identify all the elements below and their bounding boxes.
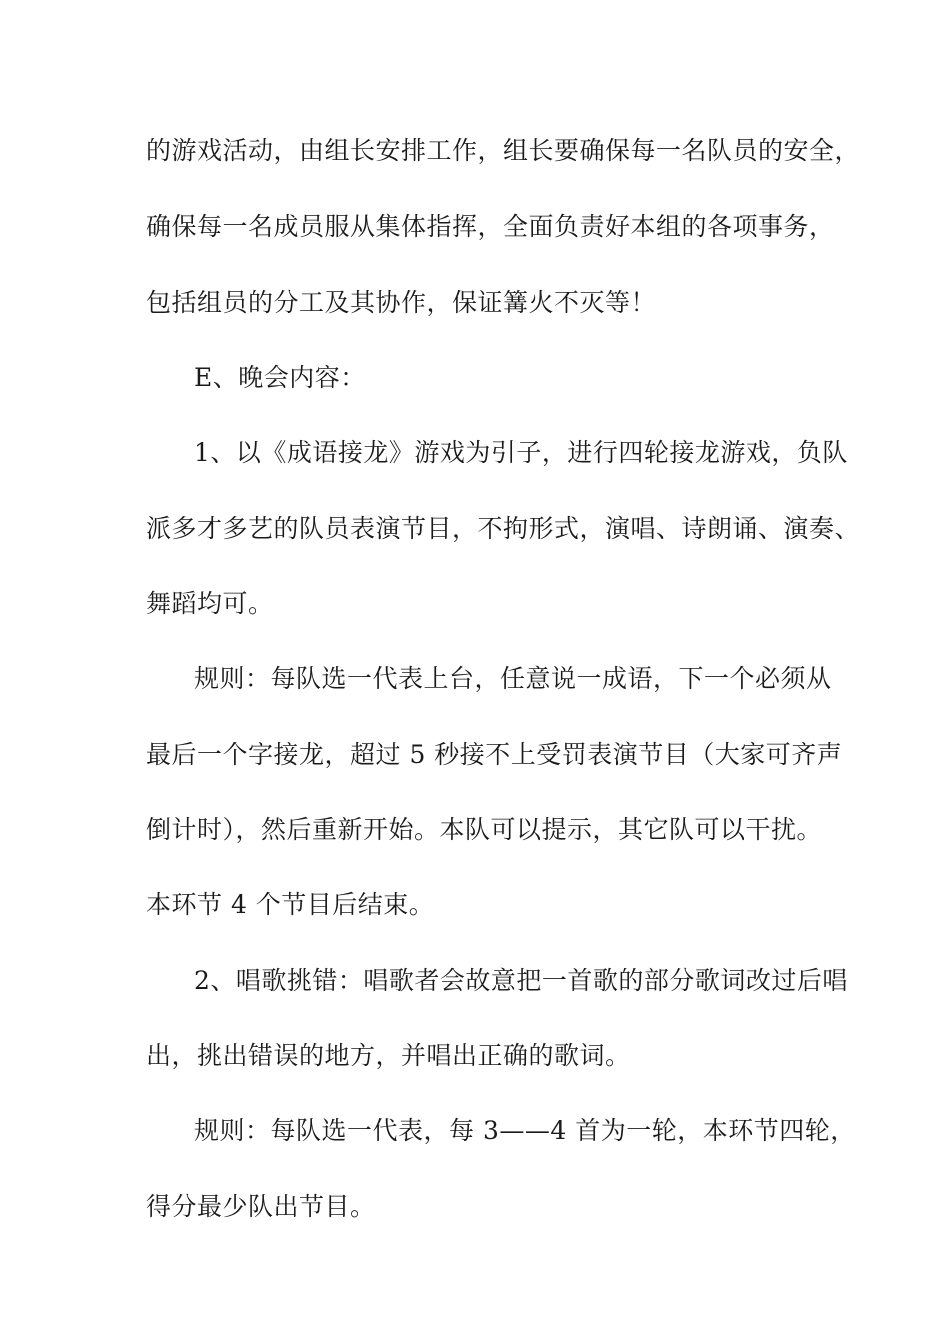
paragraph-line: 本环节 4 个节目后结束。 (146, 890, 435, 919)
paragraph-line: 2、唱歌挑错：唱歌者会故意把一首歌的部分歌词改过后唱 (194, 966, 848, 995)
paragraph-line: 规则：每队选一代表，每 3——4 首为一轮，本环节四轮， (194, 1116, 856, 1145)
paragraph-line: 1、以《成语接龙》游戏为引子，进行四轮接龙游戏，负队 (194, 438, 848, 467)
paragraph-line: 确保每一名成员服从集体指挥，全面负责好本组的各项事务， (146, 212, 835, 241)
paragraph-line: 包括组员的分工及其协作，保证篝火不灭等！ (146, 288, 657, 317)
paragraph-line: 出，挑出错误的地方，并唱出正确的歌词。 (146, 1041, 631, 1070)
paragraph-line: 规则：每队选一代表上台，任意说一成语，下一个必须从 (194, 664, 832, 693)
paragraph-line: 最后一个字接龙，超过 5 秒接不上受罚表演节目（大家可齐声 (146, 740, 843, 769)
paragraph-line: 的游戏活动，由组长安排工作，组长要确保每一名队员的安全， (146, 136, 861, 165)
paragraph-line: 得分最少队出节目。 (146, 1192, 376, 1221)
paragraph-line: 派多才多艺的队员表演节目，不拘形式，演唱、诗朗诵、演奏、 (146, 514, 861, 543)
paragraph-line: 舞蹈均可。 (146, 589, 274, 618)
section-heading: E、晚会内容： (194, 363, 366, 392)
paragraph-line: 倒计时），然后重新开始。本队可以提示，其它队可以干扰。 (146, 815, 823, 844)
